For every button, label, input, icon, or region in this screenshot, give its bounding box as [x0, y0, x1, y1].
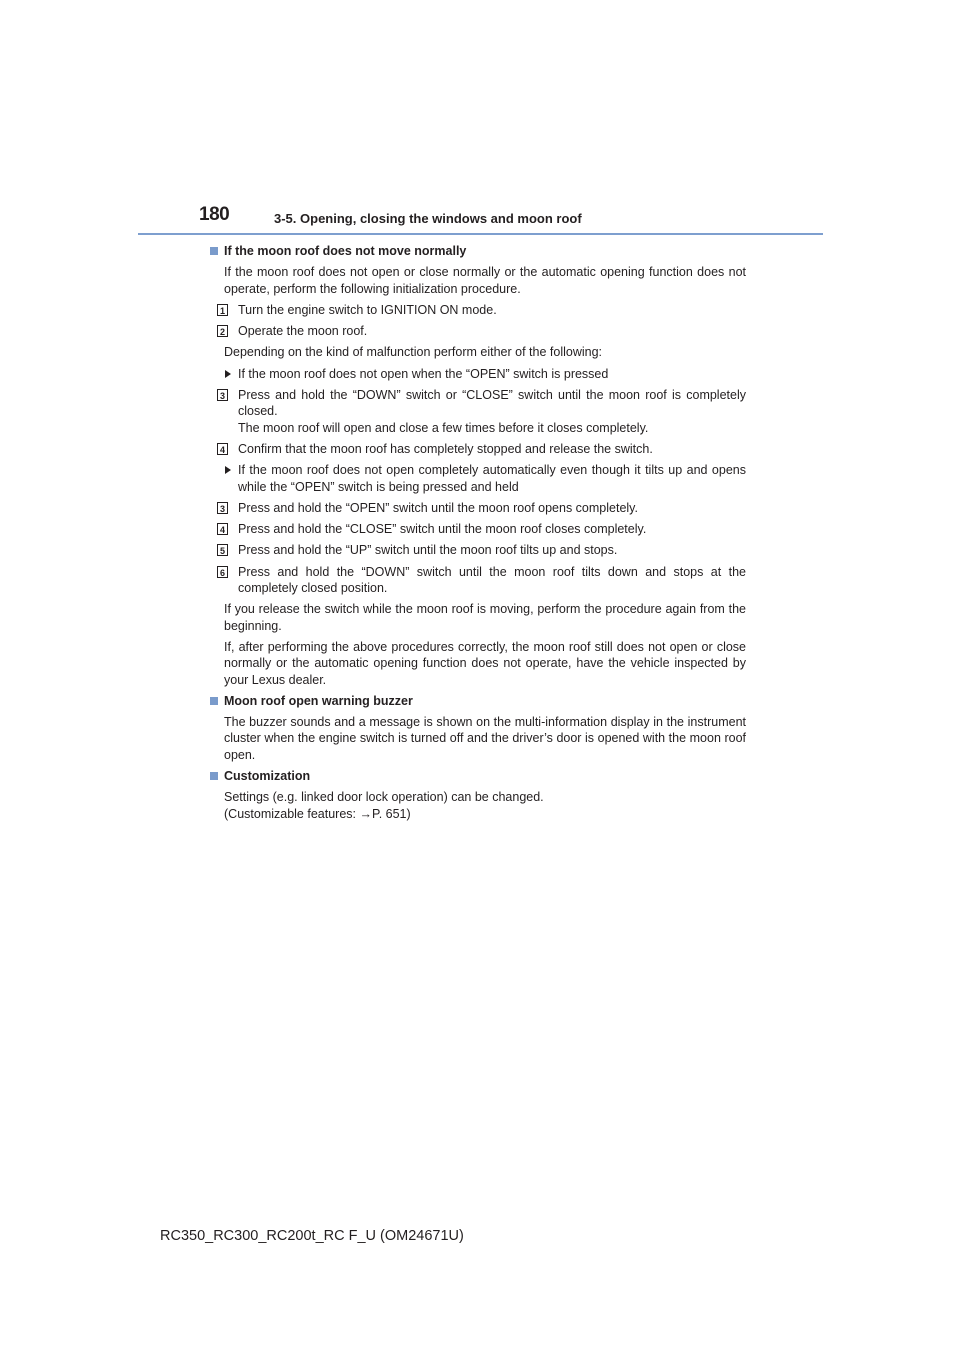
step-number-icon: 1	[217, 304, 228, 316]
section-heading-text: If the moon roof does not move normally	[224, 244, 467, 258]
step-text: Press and hold the “UP” switch until the moon roof tilts up and stops.	[238, 543, 618, 558]
step-number-icon: 6	[217, 566, 228, 578]
section-heading	[210, 768, 746, 784]
square-bullet-icon	[210, 697, 218, 705]
step-item	[210, 500, 746, 516]
triangle-bullet-icon	[225, 466, 231, 474]
case-text: If the moon roof does not open completely automatically even though it tilts up and opens while the “OPEN” switch is being pressed and held	[238, 463, 746, 494]
step-number-icon: 4	[217, 523, 228, 535]
triangle-bullet-icon	[225, 370, 231, 378]
step-text: Press and hold the “OPEN” switch until the moon roof opens completely.	[238, 500, 638, 515]
step-item	[210, 441, 746, 457]
step-text: Turn the engine switch to IGNITION ON mode.	[238, 302, 497, 317]
paragraph: If the moon roof does not open or close normally or the automatic opening function does not operate, perform the following initialization procedure.	[224, 265, 746, 296]
step-item	[210, 323, 746, 339]
step-text: Press and hold the “DOWN” switch until the moon roof tilts down and stops at the completely closed position.	[238, 564, 746, 596]
page-content	[210, 243, 746, 827]
step-item	[210, 521, 746, 537]
paragraph: The buzzer sounds and a message is shown on the multi-information display in the instrument cluster when the engine switch is turned off and the driver’s door is opened with the moon roof open.	[224, 715, 746, 762]
step-item	[210, 564, 746, 597]
step-text: Operate the moon roof.	[238, 324, 368, 339]
step-text: Press and hold the “CLOSE” switch until the moon roof closes completely.	[238, 522, 647, 537]
section-heading	[210, 693, 746, 709]
step-number-icon: 4	[217, 443, 228, 455]
case-text: If the moon roof does not open when the “OPEN” switch is pressed	[238, 366, 609, 381]
case-item	[210, 462, 746, 495]
square-bullet-icon	[210, 772, 218, 780]
customization-link[interactable]: (Customizable features: →P. 651)	[224, 806, 411, 821]
paragraph: Depending on the kind of malfunction perform either of the following:	[224, 345, 603, 360]
header-rule	[138, 233, 823, 235]
case-item	[210, 366, 746, 382]
step-number-icon: 3	[217, 389, 228, 401]
customization-text: Settings (e.g. linked door lock operation) can be changed.	[224, 790, 544, 805]
paragraph	[210, 789, 746, 822]
step-number-icon: 3	[217, 502, 228, 514]
section-heading-text: Customization	[224, 769, 311, 784]
step-text: Confirm that the moon roof has completely stopped and release the switch.	[238, 441, 653, 456]
section-heading-text: Moon roof open warning buzzer	[224, 693, 413, 708]
footer-model: RC350_RC300_RC200t_RC F_U (OM24671U)	[160, 1228, 464, 1244]
paragraph: If you release the switch while the moon roof is moving, perform the procedure again from the beginning.	[224, 602, 746, 633]
step-note: The moon roof will open and close a few times before it closes completely.	[238, 420, 649, 435]
page-number: 180	[199, 204, 230, 225]
paragraph: If, after performing the above procedures correctly, the moon roof still does not open or close normally or the automatic opening function does not operate, have the vehicle inspected by your Lexus dealer.	[224, 639, 746, 687]
step-number-icon: 5	[217, 544, 228, 556]
step-number-icon: 2	[217, 325, 228, 337]
section-title: 3-5. Opening, closing the windows and moon roof	[274, 211, 582, 226]
section-heading	[210, 243, 746, 259]
step-item	[210, 542, 746, 558]
step-text: Press and hold the “DOWN” switch or “CLOSE” switch until the moon roof is completely closed.	[238, 388, 746, 419]
step-item	[210, 302, 746, 318]
step-item	[210, 387, 746, 436]
square-bullet-icon	[210, 247, 218, 255]
